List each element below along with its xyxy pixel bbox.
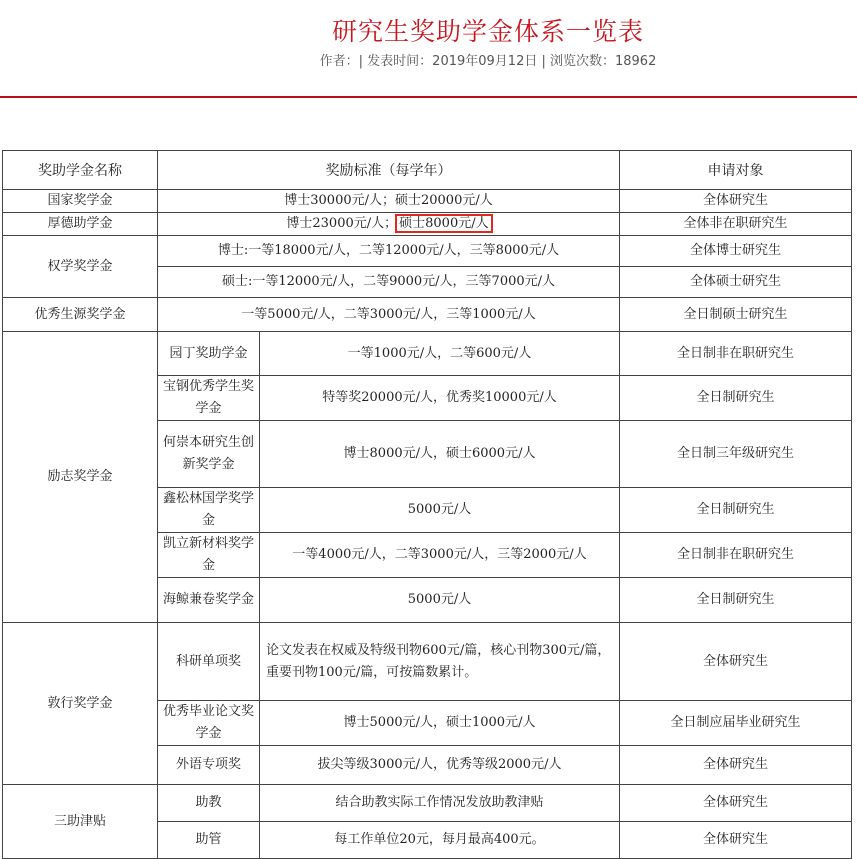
table-row	[3, 236, 852, 267]
row-sub: 科研单项奖	[158, 623, 260, 701]
article-title: 研究生奖助学金体系一览表	[331, 17, 644, 46]
table-row	[3, 190, 852, 213]
row-standard: 硕士:一等12000元/人，二等9000元/人，三等7000元/人	[158, 267, 620, 298]
row-sub: 海鲸兼卷奖学金	[158, 578, 260, 623]
row-target: 全体研究生	[620, 746, 852, 785]
row-sub: 助教	[158, 785, 260, 822]
row-target: 全体研究生	[620, 190, 852, 213]
table-header-row	[3, 151, 852, 190]
row-standard: 博士5000元/人，硕士1000元/人	[260, 701, 620, 746]
row-standard: 博士30000元/人；硕士20000元/人	[158, 190, 620, 213]
row-standard	[158, 213, 620, 236]
row-name: 权学奖学金	[3, 236, 158, 298]
row-target: 全日制非在职研究生	[620, 533, 852, 578]
header-standard: 奖励标准（每学年）	[158, 151, 620, 190]
standard-doctor: 博士23000元/人；	[286, 216, 398, 231]
row-sub: 凯立新材料奖学金	[158, 533, 260, 578]
row-standard: 博士8000元/人，硕士6000元/人	[260, 421, 620, 488]
scholarship-table	[2, 150, 852, 859]
row-sub: 园丁奖助学金	[158, 332, 260, 376]
row-sub: 优秀毕业论文奖学金	[158, 701, 260, 746]
header-target: 申请对象	[620, 151, 852, 190]
row-name: 敦行奖学金	[3, 623, 158, 785]
row-target: 全体研究生	[620, 785, 852, 822]
row-target: 全日制研究生	[620, 488, 852, 533]
row-name: 励志奖学金	[3, 332, 158, 623]
row-target: 全体研究生	[620, 623, 852, 701]
row-standard: 5000元/人	[260, 578, 620, 623]
row-standard: 每工作单位20元，每月最高400元。	[260, 822, 620, 859]
header-name: 奖助学金名称	[3, 151, 158, 190]
row-target: 全日制应届毕业研究生	[620, 701, 852, 746]
row-standard: 5000元/人	[260, 488, 620, 533]
row-standard: 一等5000元/人，二等3000元/人，三等1000元/人	[158, 298, 620, 332]
table-row	[3, 785, 852, 822]
row-target: 全日制三年级研究生	[620, 421, 852, 488]
row-sub: 宝钢优秀学生奖学金	[158, 376, 260, 421]
row-name: 优秀生源奖学金	[3, 298, 158, 332]
table-row	[3, 332, 852, 376]
table-row	[3, 213, 852, 236]
row-standard: 一等1000元/人，二等600元/人	[260, 332, 620, 376]
row-sub: 外语专项奖	[158, 746, 260, 785]
row-standard: 博士:一等18000元/人，二等12000元/人，三等8000元/人	[158, 236, 620, 267]
row-target: 全体研究生	[620, 822, 852, 859]
row-standard: 拔尖等级3000元/人，优秀等级2000元/人	[260, 746, 620, 785]
row-standard: 一等4000元/人，二等3000元/人，三等2000元/人	[260, 533, 620, 578]
row-sub: 何崇本研究生创新奖学金	[158, 421, 260, 488]
row-target: 全日制研究生	[620, 376, 852, 421]
row-sub: 鑫松林国学奖学金	[158, 488, 260, 533]
highlight-box: 硕士8000元/人	[399, 216, 489, 231]
row-target: 全体硕士研究生	[620, 267, 852, 298]
row-sub: 助管	[158, 822, 260, 859]
row-standard: 论文发表在权威及特级刊物600元/篇，核心刊物300元/篇，重要刊物100元/篇，可按篇数累计。	[260, 623, 620, 701]
row-name: 三助津贴	[3, 785, 158, 859]
row-target: 全日制硕士研究生	[620, 298, 852, 332]
row-target: 全日制研究生	[620, 578, 852, 623]
header-divider	[0, 96, 857, 98]
row-target: 全体非在职研究生	[620, 213, 852, 236]
table-row	[3, 298, 852, 332]
row-name: 厚德助学金	[3, 213, 158, 236]
table-row	[3, 623, 852, 701]
row-target: 全体博士研究生	[620, 236, 852, 267]
row-name: 国家奖学金	[3, 190, 158, 213]
row-standard: 结合助教实际工作情况发放助教津贴	[260, 785, 620, 822]
article-meta: 作者：| 发表时间：2019年09月12日 | 浏览次数：18962	[319, 54, 657, 69]
row-target: 全日制非在职研究生	[620, 332, 852, 376]
row-standard: 特等奖20000元/人，优秀奖10000元/人	[260, 376, 620, 421]
